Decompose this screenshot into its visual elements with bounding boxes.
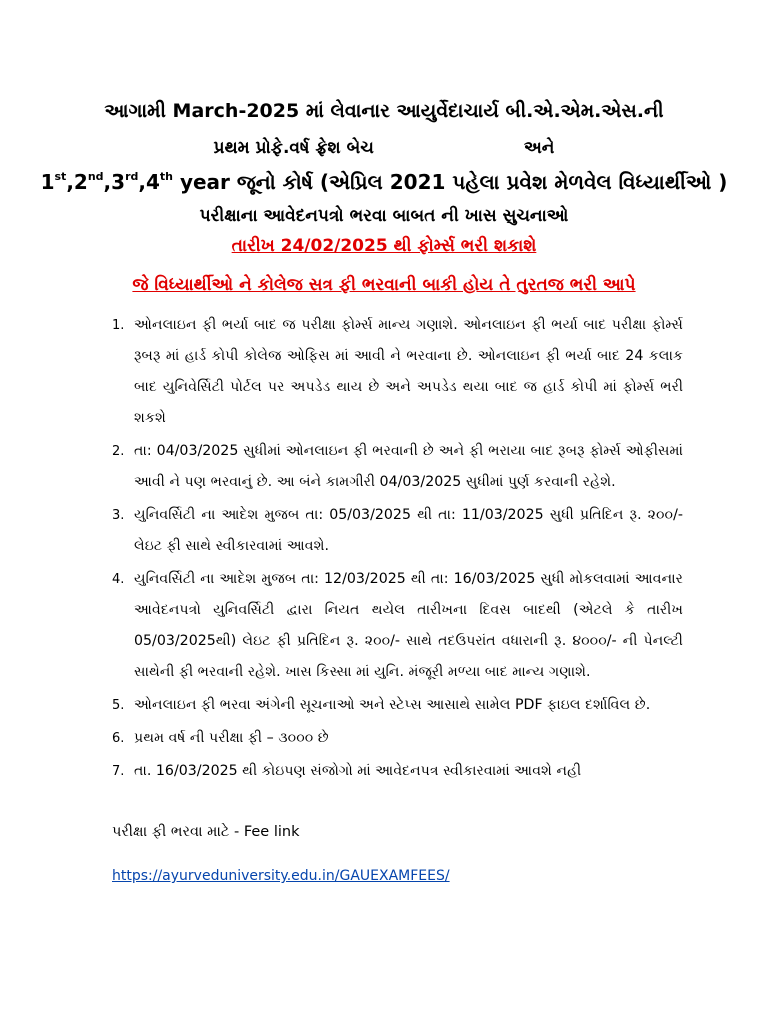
list-item	[108, 690, 683, 721]
year-2: ,2	[66, 170, 88, 194]
form-start-date-notice: તારીખ 24/02/2025 થી ફોર્મ્સ ભરી શકાશે	[231, 236, 537, 256]
year-3-suffix: rd	[125, 170, 139, 183]
year-3: ,3	[103, 170, 126, 194]
list-item	[108, 723, 683, 754]
heading-line-2-left: પ્રથમ પ્રોફે.વર્ષ ફ્રેશ બેચ	[213, 138, 374, 158]
list-item	[108, 436, 683, 498]
year-2-suffix: nd	[87, 170, 104, 183]
heading-line-4: પરીક્ષાના આવેદનપત્રો ભરવા બાબત ની ખાસ સુચનાઓ	[199, 206, 569, 226]
list-item-text: ઓનલાઇન ફી ભરવા અંગેની સૂચનાઓ અને સ્ટેપ્સ આસાથે સામેલ PDF ફાઇલ દર્શાવિલ છે.	[134, 697, 651, 713]
year-4-suffix: th	[159, 170, 173, 183]
list-item	[108, 756, 683, 787]
list-item-text: તા: 04/03/2025 સુધીમાં ઓનલાઇન ફી ભરવાની છે અને ફી ભરાયા બાદ રૂબરૂ ફોર્મ્સ ઓફીસમાં આવી ને પણ ભરવાનું છે. આ બંને કામગીરી 04/03/2025 સુધીમાં પુર્ણ કરવાની રહેશે.	[134, 443, 683, 490]
year-1: 1	[40, 170, 55, 194]
list-number: 6.	[112, 731, 125, 746]
heading-line-2	[0, 138, 768, 158]
fee-link-label: પરીક્ષા ફી ભરવા માટે - Fee link	[112, 824, 300, 840]
list-item	[108, 500, 683, 562]
list-item-text: તા. 16/03/2025 થી કોઇપણ સંજોગો માં આવેદનપત્ર સ્વીકારવામાં આવશે નહી	[134, 763, 582, 779]
fee-payment-link[interactable]: https://ayurveduniversity.edu.in/GAUEXAMFEES/	[112, 868, 450, 884]
heading-line-3	[0, 170, 768, 194]
year-4: ,4	[138, 170, 160, 194]
list-number: 7.	[112, 764, 125, 779]
instructions-list	[108, 310, 683, 789]
list-number: 4.	[112, 572, 125, 587]
list-number: 5.	[112, 698, 125, 713]
list-item	[108, 564, 683, 688]
list-item-text: યુનિવર્સિટી ના આદેશ મુજબ તા: 05/03/2025 થી તા: 11/03/2025 સુધી પ્રતિદિન રૂ. ૨૦૦/- લેઇટ ફી સાથે સ્વીકારવામાં આવશે.	[134, 507, 683, 554]
list-number: 2.	[112, 444, 125, 459]
list-item-text: યુનિવર્સિટી ના આદેશ મુજબ તા: 12/03/2025 થી તા: 16/03/2025 સુધી મોકલવામાં આવનાર આવેદનપત્રો યુનિવર્સિટી દ્વારા નિયત થયેલ તારીખના દિવસ બાદથી (એટલે કે તારીખ 05/03/2025થી) લેઇટ ફી પ્રતિદિન રૂ. ૨૦૦/- સાથે તદઉપરાંત વધારાની રૂ. ૪૦૦૦/- ની પેનલ્ટી સાથેની ફી ભરવાની રહેશે. ખાસ કિસ્સા માં યુનિ. મંજૂરી મળ્યા બાદ માન્ય ગણાશે.	[134, 571, 683, 680]
old-course-text: year જૂનો કોર્ષ (એપ્રિલ 2021 પહેલા પ્રવેશ મેળવેલ વિધ્યાર્થીઓ )	[172, 170, 728, 194]
heading-line-1: આગામી March-2025 માં લેવાનાર આયુર્વેદાચાર્ય બી.એ.એમ.એસ.ની	[104, 100, 664, 122]
list-number: 1.	[112, 318, 125, 333]
heading-line-2-right: અને	[523, 138, 555, 158]
college-fee-notice: જે વિધ્યાર્થીઓ ને કોલેજ સત્ર ફી ભરવાની બાકી હોય તે તુરતજ ભરી આપે	[132, 275, 636, 295]
list-item-text: પ્રથમ વર્ષ ની પરીક્ષા ફી – ૩૦૦૦ છે	[134, 730, 329, 746]
list-number: 3.	[112, 508, 125, 523]
list-item-text: ઓનલાઇન ફી ભર્યા બાદ જ પરીક્ષા ફોર્મ્સ માન્ય ગણાશે. ઓનલાઇન ફી ભર્યા બાદ પરીક્ષા ફોર્મ્સ રૂબરૂ માં હાર્ડ કોપી કોલેજ ઓફિસ માં આવી ને ભરવાના છે. ઓનલાઇન ફી ભર્યા બાદ 24 કલાક બાદ યુનિવેર્સિટી પોર્ટલ પર અપડેડ થાય છે અને અપડેડ થયા બાદ જ હાર્ડ કોપી માં ફોર્મ્સ ભરી શકશે	[134, 317, 683, 426]
list-item	[108, 310, 683, 434]
year-1-suffix: st	[54, 170, 67, 183]
